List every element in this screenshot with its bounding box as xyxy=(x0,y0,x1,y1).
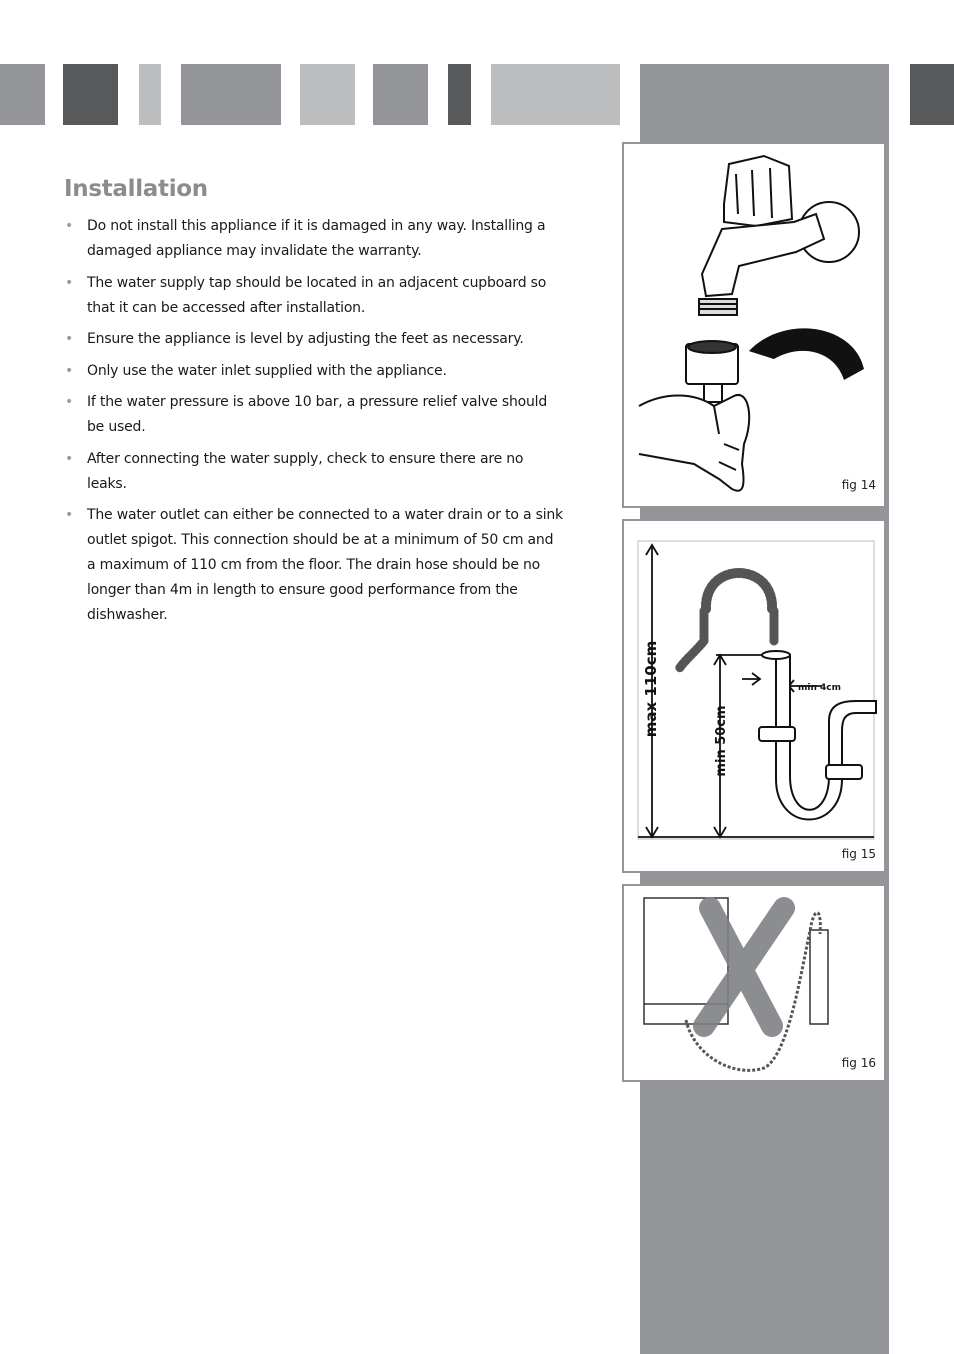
min-height-label: min 50cm xyxy=(714,705,729,777)
bullet-list xyxy=(64,214,564,635)
bullet-icon: • xyxy=(65,274,74,291)
min-gap-label: min 4cm xyxy=(798,683,841,693)
figure-drain-height xyxy=(622,519,886,873)
bullet-icon: • xyxy=(65,218,74,234)
tap-illustration xyxy=(624,144,886,506)
bullet-icon: • xyxy=(65,331,74,347)
list-item xyxy=(64,271,564,321)
drain-height-diagram xyxy=(624,521,886,871)
header-block xyxy=(0,64,45,125)
list-item xyxy=(64,214,564,264)
figure-caption: fig 14 xyxy=(841,478,876,492)
header-block xyxy=(448,64,471,125)
bullet-icon: • xyxy=(65,450,74,467)
list-item-text: After connecting the water supply, check to ensure there are no leaks. xyxy=(87,450,524,492)
header-block xyxy=(63,64,118,125)
figure-tap-connection xyxy=(622,142,886,508)
list-item xyxy=(64,359,564,384)
list-item-text: If the water pressure is above 10 bar, a pressure relief valve should be used. xyxy=(87,394,548,435)
list-item-text: Ensure the appliance is level by adjusting the feet as necessary. xyxy=(87,331,524,347)
header-block xyxy=(373,64,428,125)
list-item xyxy=(64,327,564,352)
list-item-text: The water outlet can either be connected to a water drain or to a sink outlet spigot. This connection should be at a minimum of 50 cm and a maximum of 110 cm from the floor. The drain hose should be no longer than 4m in length to ensure good performance from the dishwasher. xyxy=(87,507,563,623)
section-title: Installation xyxy=(64,176,208,202)
bullet-icon: • xyxy=(65,394,74,410)
bullet-icon: • xyxy=(65,507,74,523)
list-item-text: Only use the water inlet supplied with the appliance. xyxy=(87,362,447,379)
header-block xyxy=(910,64,954,125)
header-block xyxy=(491,64,620,125)
figure-incorrect-routing xyxy=(622,884,886,1082)
header-block xyxy=(139,64,161,125)
header-block xyxy=(300,64,355,125)
bullet-icon: • xyxy=(65,362,74,379)
list-item xyxy=(64,390,564,440)
list-item-text: Do not install this appliance if it is damaged in any way. Installing a damaged appliance may invalidate the warranty. xyxy=(87,218,546,259)
figure-caption: fig 15 xyxy=(841,847,876,861)
max-height-label: max 110cm xyxy=(642,640,660,738)
figure-caption: fig 16 xyxy=(841,1056,876,1070)
list-item xyxy=(64,503,564,628)
list-item-text: The water supply tap should be located in an adjacent cupboard so that it can be accessed after installation. xyxy=(87,274,547,316)
header-block xyxy=(181,64,281,125)
list-item xyxy=(64,447,564,497)
incorrect-routing-diagram xyxy=(624,886,886,1080)
